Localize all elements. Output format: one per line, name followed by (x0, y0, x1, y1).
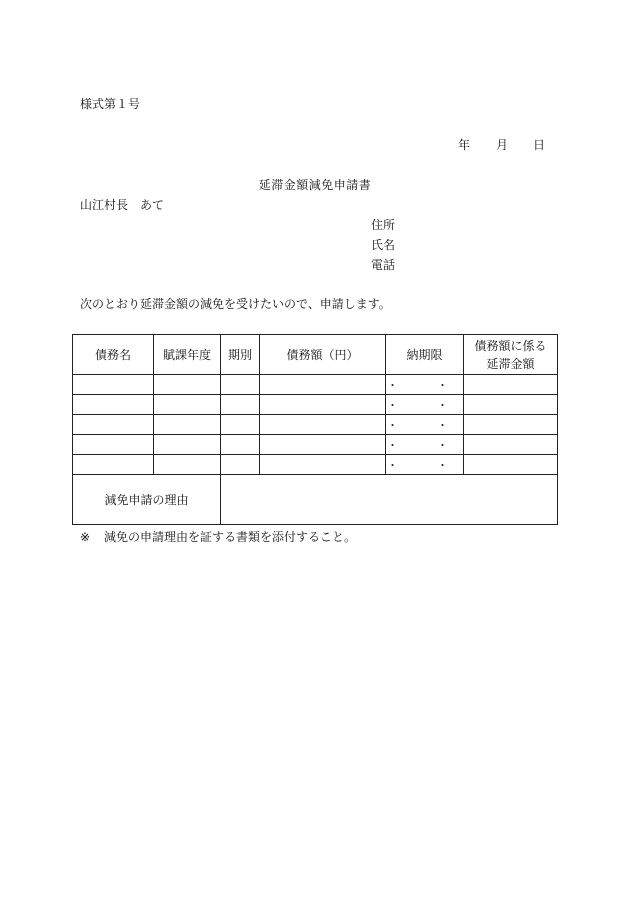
debt-amount-cell[interactable] (260, 375, 386, 395)
header-period: 期別 (221, 335, 260, 375)
table-row (73, 415, 558, 435)
document-title: 延滞金額減免申請書 (258, 178, 372, 192)
debt-name-cell[interactable] (73, 395, 154, 415)
debt-amount-cell[interactable] (260, 455, 386, 475)
assess-year-cell[interactable] (154, 395, 221, 415)
application-table (72, 334, 558, 525)
assess-year-cell[interactable] (154, 375, 221, 395)
header-due-date: 納期限 (386, 335, 464, 375)
debt-name-cell[interactable] (73, 455, 154, 475)
due-date-cell[interactable]: ・ ・ (386, 375, 464, 395)
table-row (73, 435, 558, 455)
note-text: 減免の申請理由を証する書類を添付すること。 (104, 530, 357, 544)
table-row (73, 395, 558, 415)
due-date-cell[interactable]: ・ ・ (386, 435, 464, 455)
due-date-cell[interactable]: ・ ・ (386, 455, 464, 475)
footnote (80, 531, 356, 543)
date-year-label: 年 (458, 138, 471, 152)
assess-year-cell[interactable] (154, 415, 221, 435)
late-fee-cell[interactable] (464, 375, 558, 395)
addressee: 山江村長 あて (80, 198, 165, 212)
period-cell[interactable] (221, 455, 260, 475)
debt-name-cell[interactable] (73, 435, 154, 455)
date-day-label: 日 (533, 138, 546, 152)
header-late-fee (464, 335, 558, 375)
reason-label: 減免申請の理由 (73, 475, 221, 525)
reason-field[interactable] (221, 475, 558, 525)
late-fee-cell[interactable] (464, 395, 558, 415)
header-assess-year: 賦課年度 (154, 335, 221, 375)
table-header-row (73, 335, 558, 375)
table-row (73, 455, 558, 475)
debt-name-cell[interactable] (73, 375, 154, 395)
debt-amount-cell[interactable] (260, 415, 386, 435)
period-cell[interactable] (221, 395, 260, 415)
late-fee-cell[interactable] (464, 435, 558, 455)
debt-name-cell[interactable] (73, 415, 154, 435)
debt-amount-cell[interactable] (260, 395, 386, 415)
debt-amount-cell[interactable] (260, 435, 386, 455)
header-debt-amount: 債務額（円） (260, 335, 386, 375)
period-cell[interactable] (221, 375, 260, 395)
table-row (73, 375, 558, 395)
due-date-cell[interactable]: ・ ・ (386, 415, 464, 435)
header-late-fee-line2: 延滞金額 (486, 356, 535, 371)
intro-statement: 次のとおり延滞金額の減免を受けたいので、申請します。 (80, 297, 391, 311)
applicant-address-label: 住所 (371, 218, 396, 232)
period-cell[interactable] (221, 415, 260, 435)
due-date-cell[interactable]: ・ ・ (386, 395, 464, 415)
date-month-label: 月 (496, 138, 509, 152)
note-mark: ※ (80, 530, 91, 544)
form-number: 様式第１号 (80, 97, 141, 111)
header-debt-name: 債務名 (73, 335, 154, 375)
assess-year-cell[interactable] (154, 435, 221, 455)
header-late-fee-line1: 債務額に係る (474, 338, 547, 353)
period-cell[interactable] (221, 435, 260, 455)
late-fee-cell[interactable] (464, 415, 558, 435)
reason-row (73, 475, 558, 525)
applicant-name-label: 氏名 (371, 238, 396, 252)
assess-year-cell[interactable] (154, 455, 221, 475)
applicant-phone-label: 電話 (371, 258, 396, 272)
late-fee-cell[interactable] (464, 455, 558, 475)
